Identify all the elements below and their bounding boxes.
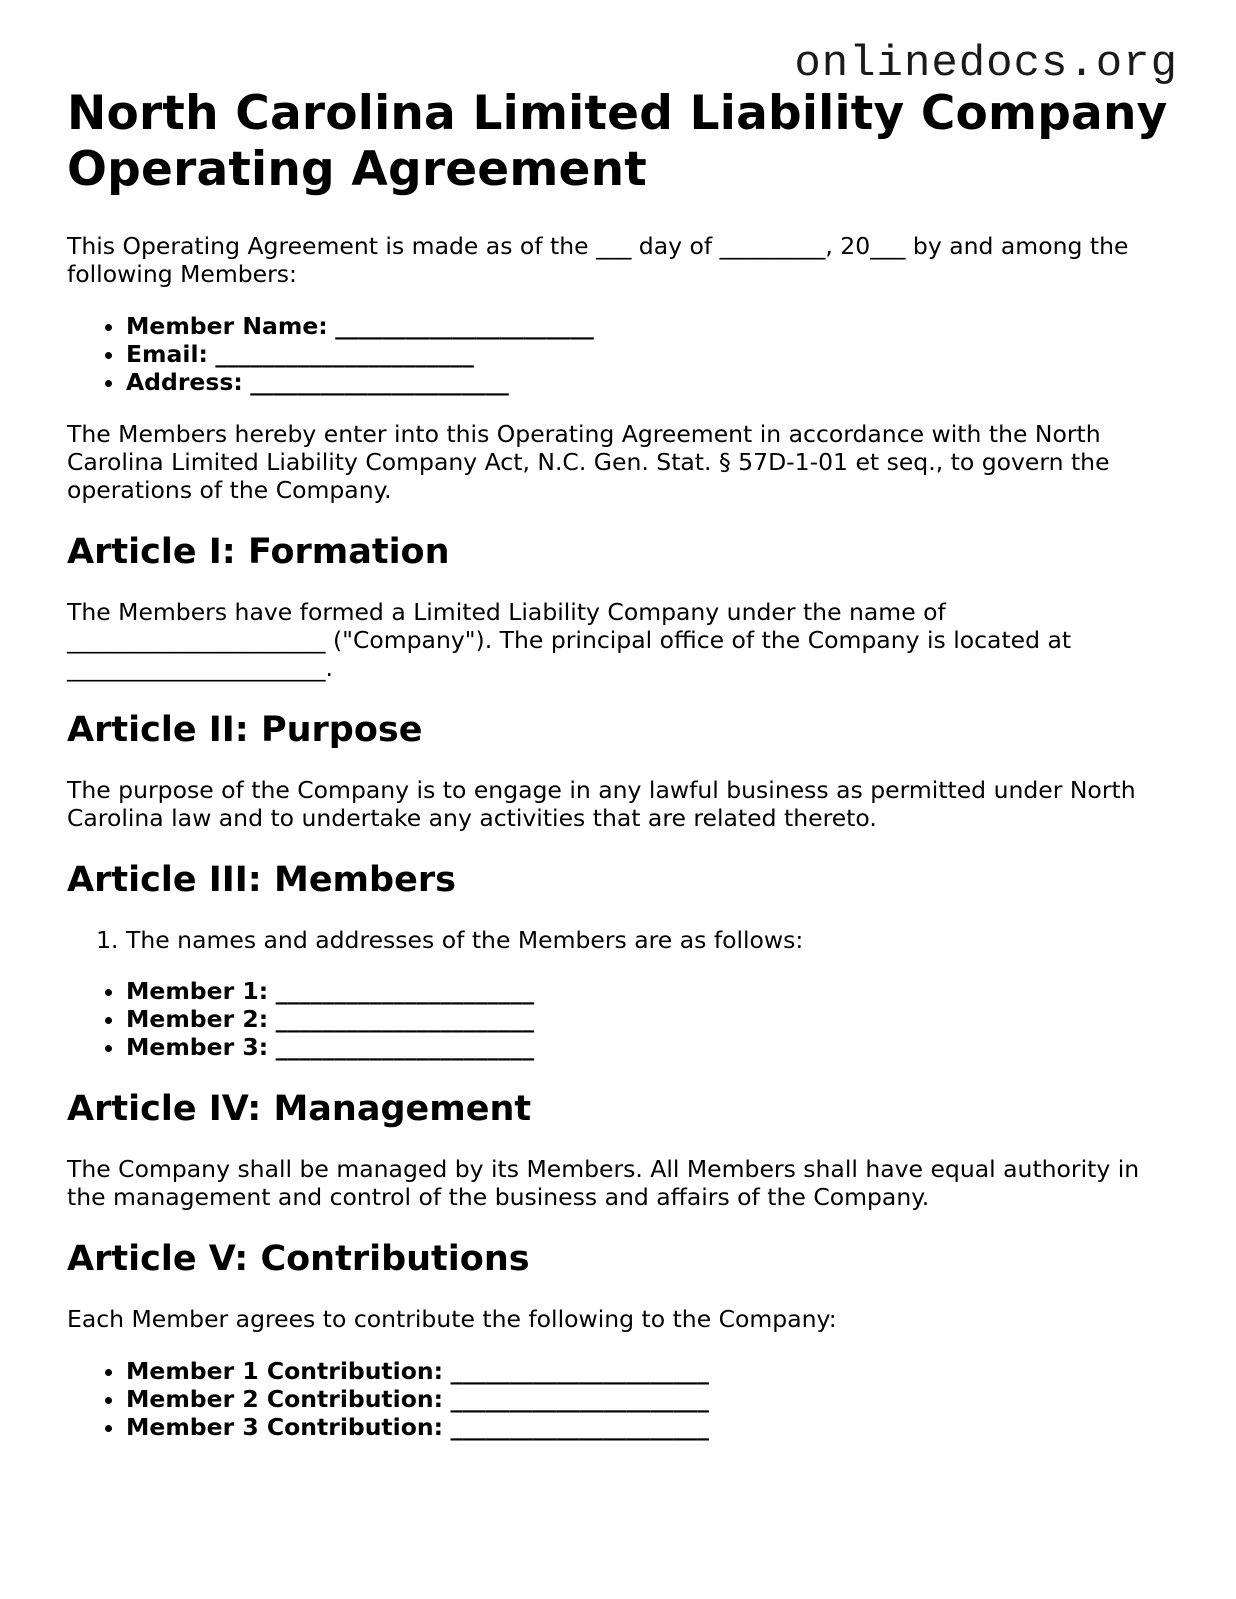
- blank-field[interactable]: ______________________: [450, 1357, 709, 1385]
- list-item: [126, 312, 1177, 340]
- blank-field[interactable]: ______________________: [450, 1413, 709, 1441]
- purpose-paragraph: The purpose of the Company is to engage in any lawful business as permitted under North Carolina law and to undertake any activities that are related thereto.: [67, 776, 1136, 832]
- blank-field[interactable]: ______________________: [275, 1005, 535, 1033]
- article-heading-purpose: Article II: Purpose: [67, 710, 423, 750]
- blank-field[interactable]: ______________________: [335, 312, 594, 340]
- field-label: Member 2 Contribution:: [126, 1385, 443, 1413]
- contributions-paragraph: Each Member agrees to contribute the following to the Company:: [67, 1305, 837, 1333]
- article-heading-contributions: Article V: Contributions: [67, 1239, 530, 1279]
- article-heading-management: Article IV: Management: [67, 1089, 532, 1129]
- blank-field[interactable]: ______________________: [215, 340, 474, 368]
- list-item: [126, 1033, 1177, 1061]
- members-list: [67, 977, 1177, 1061]
- intro-paragraph: This Operating Agreement is made as of the ___ day of _________, 20___ by and among the following Members:: [67, 232, 1129, 288]
- field-label: Member 1:: [126, 977, 269, 1005]
- blank-field[interactable]: ______________________: [450, 1385, 709, 1413]
- field-label: Member 3 Contribution:: [126, 1413, 443, 1441]
- act-paragraph: The Members hereby enter into this Operating Agreement in accordance with the North Carolina Limited Liability Company Act, N.C. Gen. Stat. § 57D-1-01 et seq., to govern the operations of the Company.: [67, 420, 1110, 504]
- blank-field[interactable]: ______________________: [275, 1033, 535, 1061]
- blank-field[interactable]: ______________________: [275, 977, 535, 1005]
- field-label: Email:: [126, 340, 208, 368]
- members-numbered-list: [67, 926, 1177, 954]
- list-item: [126, 1357, 1177, 1385]
- list-item: 1. The names and addresses of the Members are as follows:: [126, 926, 1177, 954]
- field-label: Member 1 Contribution:: [126, 1357, 443, 1385]
- site-watermark: onlinedocs.org: [794, 39, 1178, 89]
- blank-field[interactable]: ______________________: [250, 368, 509, 396]
- list-item: [126, 368, 1177, 396]
- field-label: Address:: [126, 368, 243, 396]
- contributions-list: [67, 1357, 1177, 1441]
- document-page: [67, 86, 1177, 1441]
- management-paragraph: The Company shall be managed by its Members. All Members shall have equal authority in the management and control of the business and affairs of the Company.: [67, 1155, 1140, 1211]
- formation-paragraph: The Members have formed a Limited Liability Company under the name of ______________________ ("Company"). The principal office of the Company is located at ______________________.: [67, 598, 1072, 682]
- member-info-list: [67, 312, 1177, 396]
- list-item: [126, 977, 1177, 1005]
- field-label: Member 3:: [126, 1033, 269, 1061]
- list-item: [126, 1005, 1177, 1033]
- list-item: [126, 1413, 1177, 1441]
- field-label: Member 2:: [126, 1005, 269, 1033]
- article-heading-members: Article III: Members: [67, 860, 456, 900]
- document-title: North Carolina Limited Liability Company Operating Agreement: [67, 86, 1168, 197]
- list-item: [126, 340, 1177, 368]
- article-heading-formation: Article I: Formation: [67, 532, 450, 572]
- field-label: Member Name:: [126, 312, 328, 340]
- list-item: [126, 1385, 1177, 1413]
